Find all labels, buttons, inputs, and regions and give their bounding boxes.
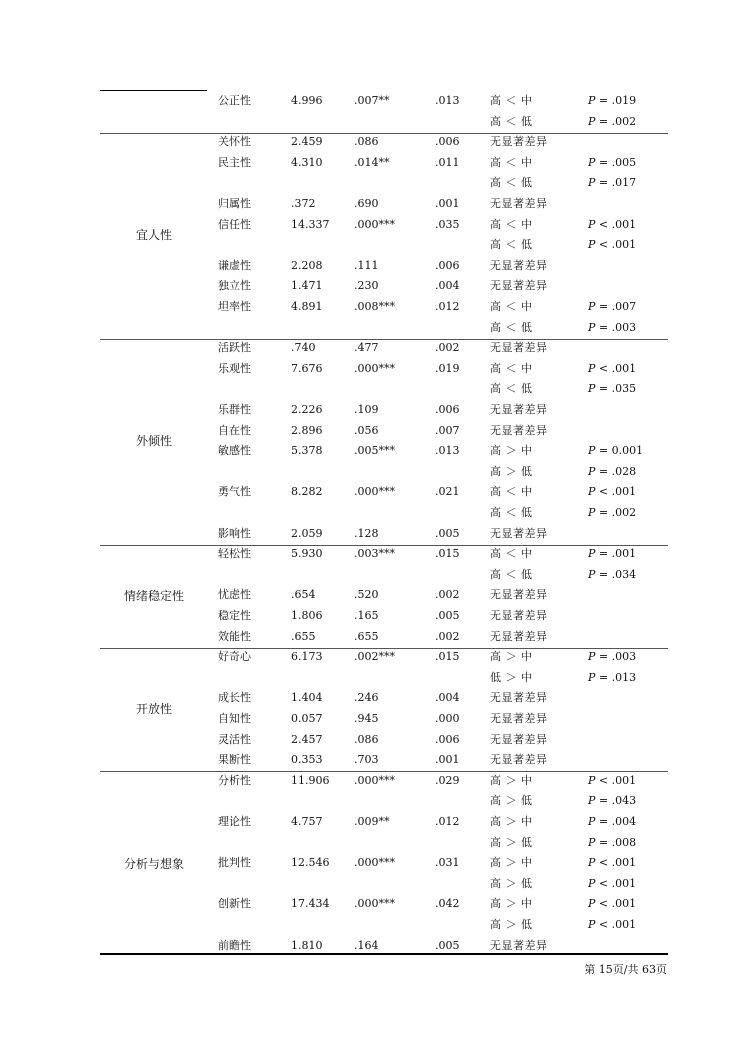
trait-cell: 稳定性	[218, 609, 251, 622]
f-value-cell: 2.059	[291, 526, 323, 540]
table-row	[0, 544, 745, 564]
f-value-cell: 2.208	[291, 258, 323, 272]
table-row	[0, 503, 745, 523]
posthoc-cell: P = .002	[588, 506, 637, 519]
posthoc-cell: P = .028	[588, 464, 637, 478]
effect-size-cell: .005	[435, 938, 460, 952]
p-value-cell: .165	[354, 609, 379, 622]
comparison-cell: 无显著差异	[490, 609, 548, 622]
effect-size-cell: .015	[435, 547, 460, 561]
f-value-cell: .655	[291, 629, 316, 643]
trait-cell: 自知性	[218, 712, 251, 725]
posthoc-cell: P < .001	[588, 485, 637, 499]
trait-cell: 坦率性	[218, 300, 251, 313]
effect-size-cell: .007	[435, 423, 460, 437]
trait-cell: 自在性	[218, 423, 251, 437]
table-row	[0, 730, 745, 750]
f-value-cell: 2.457	[291, 732, 323, 746]
comparison-cell: 无显著差异	[490, 197, 548, 210]
comparison-cell: 高 ＜ 低	[490, 238, 533, 252]
comparison-cell: 无显著差异	[490, 403, 548, 416]
p-value-cell: .109	[354, 403, 379, 416]
comparison-cell: 高 ＞ 低	[490, 876, 533, 890]
comparison-cell: 高 ＜ 低	[490, 176, 533, 190]
posthoc-cell: P < .001	[588, 856, 637, 870]
p-value-cell: .003***	[354, 547, 395, 561]
p-value-cell: .009**	[354, 815, 390, 828]
comparison-cell: 无显著差异	[490, 753, 548, 767]
table-row	[0, 400, 745, 420]
table-row	[0, 750, 745, 770]
posthoc-cell: P = .001	[588, 547, 637, 561]
effect-size-cell: .002	[435, 629, 460, 643]
posthoc-cell: P = .003	[588, 650, 637, 664]
effect-size-cell: .005	[435, 609, 460, 622]
comparison-cell: 高 ＜ 中	[490, 155, 533, 169]
p-value-cell: .000***	[354, 856, 395, 870]
posthoc-cell: P = .017	[588, 176, 637, 190]
table-row	[0, 379, 745, 399]
comparison-cell: 无显著差异	[490, 712, 548, 725]
comparison-cell: 高 ＜ 中	[490, 485, 533, 499]
comparison-cell: 无显著差异	[490, 423, 548, 437]
table-row	[0, 812, 745, 832]
posthoc-cell: P < .001	[588, 876, 637, 890]
p-value-cell: .086	[354, 732, 379, 746]
comparison-cell: 高 ＜ 中	[490, 300, 533, 313]
trait-cell: 乐观性	[218, 361, 251, 375]
comparison-cell: 高 ＜ 中	[490, 94, 533, 107]
p-value-cell: .008***	[354, 300, 395, 313]
posthoc-cell: P < .001	[588, 897, 637, 911]
comparison-cell: 高 ＞ 低	[490, 918, 533, 931]
table-row	[0, 297, 745, 317]
comparison-cell: 高 ＜ 低	[490, 114, 533, 128]
comparison-cell: 高 ＜ 低	[490, 320, 533, 334]
table-row	[0, 338, 745, 358]
f-value-cell: 1.404	[291, 691, 323, 705]
table-row	[0, 482, 745, 502]
f-value-cell: 2.459	[291, 135, 323, 149]
dimension-label: 外倾性	[135, 434, 172, 449]
table-row	[0, 771, 745, 791]
table-row	[0, 153, 745, 173]
trait-cell: 独立性	[218, 279, 251, 293]
table-row	[0, 91, 745, 111]
p-value-cell: .230	[354, 279, 379, 293]
effect-size-cell: .001	[435, 197, 460, 210]
trait-cell: 果断性	[218, 753, 251, 767]
trait-cell: 忧虑性	[218, 588, 251, 602]
page-number-footer: 第 15页/共 63页	[584, 963, 667, 976]
effect-size-cell: .001	[435, 753, 460, 767]
table-row	[0, 276, 745, 296]
comparison-cell: 高 ＞ 中	[490, 815, 533, 828]
p-value-cell: .086	[354, 135, 379, 149]
p-value-cell: .000***	[354, 897, 395, 911]
p-value-cell: .520	[354, 588, 379, 602]
trait-cell: 归属性	[218, 197, 251, 210]
table-row	[0, 647, 745, 667]
f-value-cell: 6.173	[291, 650, 323, 664]
posthoc-cell: P = .004	[588, 815, 637, 828]
comparison-cell: 无显著差异	[490, 341, 548, 355]
comparison-cell: 高 ＜ 中	[490, 217, 533, 231]
posthoc-cell: P < .001	[588, 238, 637, 252]
table-row	[0, 915, 745, 935]
f-value-cell: 1.806	[291, 609, 323, 622]
table-bottom-rule	[100, 953, 668, 955]
f-value-cell: 4.996	[291, 94, 323, 107]
dimension-label: 分析与想象	[123, 856, 184, 871]
comparison-cell: 高 ＞ 中	[490, 650, 533, 664]
table-row	[0, 132, 745, 152]
trait-cell: 轻松性	[218, 547, 251, 561]
table-row	[0, 194, 745, 214]
comparison-cell: 无显著差异	[490, 258, 548, 272]
table-row	[0, 359, 745, 379]
f-value-cell: 4.757	[291, 815, 323, 828]
effect-size-cell: .006	[435, 258, 460, 272]
posthoc-cell: P = .005	[588, 155, 637, 169]
trait-cell: 公正性	[218, 94, 251, 107]
comparison-cell: 低 ＞ 中	[490, 670, 533, 684]
p-value-cell: .690	[354, 197, 379, 210]
table-row	[0, 833, 745, 853]
effect-size-cell: .012	[435, 815, 460, 828]
effect-size-cell: .013	[435, 444, 460, 458]
comparison-cell: 无显著差异	[490, 279, 548, 293]
posthoc-cell: P = .002	[588, 114, 637, 128]
table-row	[0, 606, 745, 626]
p-value-cell: .164	[354, 938, 379, 952]
posthoc-cell: P = 0.001	[588, 444, 644, 458]
comparison-cell: 高 ＞ 低	[490, 464, 533, 478]
comparison-cell: 高 ＞ 中	[490, 444, 533, 458]
trait-cell: 灵活性	[218, 732, 251, 746]
posthoc-cell: P = .019	[588, 94, 637, 107]
comparison-cell: 高 ＜ 低	[490, 506, 533, 519]
f-value-cell: 7.676	[291, 361, 323, 375]
trait-cell: 前瞻性	[218, 938, 251, 952]
dimension-label: 开放性	[135, 702, 172, 716]
effect-size-cell: .006	[435, 732, 460, 746]
effect-size-cell: .011	[435, 155, 460, 169]
f-value-cell: .654	[291, 588, 316, 602]
effect-size-cell: .035	[435, 217, 460, 231]
p-value-cell: .477	[354, 341, 379, 355]
f-value-cell: 1.810	[291, 938, 323, 952]
effect-size-cell: .004	[435, 279, 460, 293]
p-value-cell: .000***	[354, 361, 395, 375]
effect-size-cell: .029	[435, 773, 460, 787]
table-row	[0, 668, 745, 688]
comparison-cell: 无显著差异	[490, 526, 548, 540]
comparison-cell: 无显著差异	[490, 938, 548, 952]
trait-cell: 勇气性	[218, 485, 251, 499]
f-value-cell: 5.378	[291, 444, 323, 458]
posthoc-cell: P < .001	[588, 361, 637, 375]
effect-size-cell: .002	[435, 341, 460, 355]
p-value-cell: .655	[354, 629, 379, 643]
f-value-cell: 4.310	[291, 155, 323, 169]
posthoc-cell: P = .034	[588, 567, 637, 581]
posthoc-cell: P < .001	[588, 217, 637, 231]
table-row	[0, 627, 745, 647]
table-row	[0, 894, 745, 914]
p-value-cell: .703	[354, 753, 379, 767]
posthoc-cell: P = .008	[588, 835, 637, 849]
trait-cell: 影响性	[218, 526, 251, 540]
p-value-cell: .007**	[354, 94, 390, 107]
f-value-cell: 8.282	[291, 485, 323, 499]
trait-cell: 分析性	[218, 773, 251, 787]
posthoc-cell: P = .007	[588, 300, 637, 313]
f-value-cell: 2.226	[291, 403, 323, 416]
effect-size-cell: .013	[435, 94, 460, 107]
f-value-cell: 4.891	[291, 300, 323, 313]
comparison-cell: 无显著差异	[490, 135, 548, 149]
trait-cell: 谦虚性	[218, 258, 251, 272]
comparison-cell: 高 ＜ 低	[490, 567, 533, 581]
effect-size-cell: .002	[435, 588, 460, 602]
comparison-cell: 高 ＜ 低	[490, 382, 533, 396]
trait-cell: 民主性	[218, 155, 251, 169]
posthoc-cell: P < .001	[588, 918, 637, 931]
comparison-cell: 无显著差异	[490, 588, 548, 602]
effect-size-cell: .004	[435, 691, 460, 705]
p-value-cell: .246	[354, 691, 379, 705]
comparison-cell: 高 ＞ 低	[490, 835, 533, 849]
f-value-cell: 12.546	[291, 856, 330, 870]
f-value-cell: 5.930	[291, 547, 323, 561]
posthoc-cell: P = .043	[588, 794, 637, 808]
effect-size-cell: .000	[435, 712, 460, 725]
effect-size-cell: .005	[435, 526, 460, 540]
f-value-cell: 14.337	[291, 217, 330, 231]
table-row	[0, 874, 745, 894]
p-value-cell: .111	[354, 258, 379, 272]
comparison-cell: 高 ＜ 中	[490, 547, 533, 561]
f-value-cell: .740	[291, 341, 316, 355]
comparison-cell: 无显著差异	[490, 732, 548, 746]
f-value-cell: 17.434	[291, 897, 330, 911]
p-value-cell: .945	[354, 712, 379, 725]
table-row	[0, 462, 745, 482]
effect-size-cell: .006	[435, 135, 460, 149]
comparison-cell: 高 ＞ 低	[490, 794, 533, 808]
dimension-label: 宜人性	[135, 228, 172, 243]
effect-size-cell: .012	[435, 300, 460, 313]
trait-cell: 效能性	[218, 629, 251, 643]
table-row	[0, 565, 745, 585]
table-row	[0, 318, 745, 338]
trait-cell: 活跃性	[218, 341, 251, 355]
p-value-cell: .014**	[354, 155, 390, 169]
table-row	[0, 524, 745, 544]
trait-cell: 信任性	[218, 217, 251, 231]
effect-size-cell: .031	[435, 856, 460, 870]
f-value-cell: 0.353	[291, 753, 323, 767]
trait-cell: 成长性	[218, 691, 251, 705]
comparison-cell: 高 ＞ 中	[490, 773, 533, 787]
f-value-cell: .372	[291, 197, 316, 210]
p-value-cell: .000***	[354, 485, 395, 499]
dimension-label: 情绪稳定性	[123, 588, 184, 603]
table-row	[0, 112, 745, 132]
trait-cell: 好奇心	[218, 650, 251, 664]
p-value-cell: .002***	[354, 650, 395, 664]
posthoc-cell: P = .003	[588, 320, 637, 334]
table-row	[0, 791, 745, 811]
f-value-cell: 11.906	[291, 773, 330, 787]
trait-cell: 乐群性	[218, 403, 251, 416]
f-value-cell: 1.471	[291, 279, 323, 293]
trait-cell: 理论性	[218, 815, 251, 828]
trait-cell: 批判性	[218, 856, 251, 870]
table-row	[0, 173, 745, 193]
p-value-cell: .005***	[354, 444, 395, 458]
trait-cell: 关怀性	[218, 135, 251, 149]
effect-size-cell: .019	[435, 361, 460, 375]
effect-size-cell: .042	[435, 897, 460, 911]
posthoc-cell: P = .035	[588, 382, 637, 396]
f-value-cell: 0.057	[291, 712, 323, 725]
comparison-cell: 高 ＞ 中	[490, 856, 533, 870]
trait-cell: 敏感性	[218, 444, 251, 458]
comparison-cell: 无显著差异	[490, 691, 548, 705]
comparison-cell: 高 ＞ 中	[490, 897, 533, 911]
effect-size-cell: .015	[435, 650, 460, 664]
p-value-cell: .128	[354, 526, 379, 540]
p-value-cell: .000***	[354, 217, 395, 231]
effect-size-cell: .021	[435, 485, 460, 499]
posthoc-cell: P = .013	[588, 670, 637, 684]
f-value-cell: 2.896	[291, 423, 323, 437]
effect-size-cell: .006	[435, 403, 460, 416]
table-row	[0, 256, 745, 276]
trait-cell: 创新性	[218, 897, 251, 911]
posthoc-cell: P < .001	[588, 773, 637, 787]
p-value-cell: .000***	[354, 773, 395, 787]
comparison-cell: 高 ＜ 中	[490, 361, 533, 375]
comparison-cell: 无显著差异	[490, 629, 548, 643]
p-value-cell: .056	[354, 423, 379, 437]
